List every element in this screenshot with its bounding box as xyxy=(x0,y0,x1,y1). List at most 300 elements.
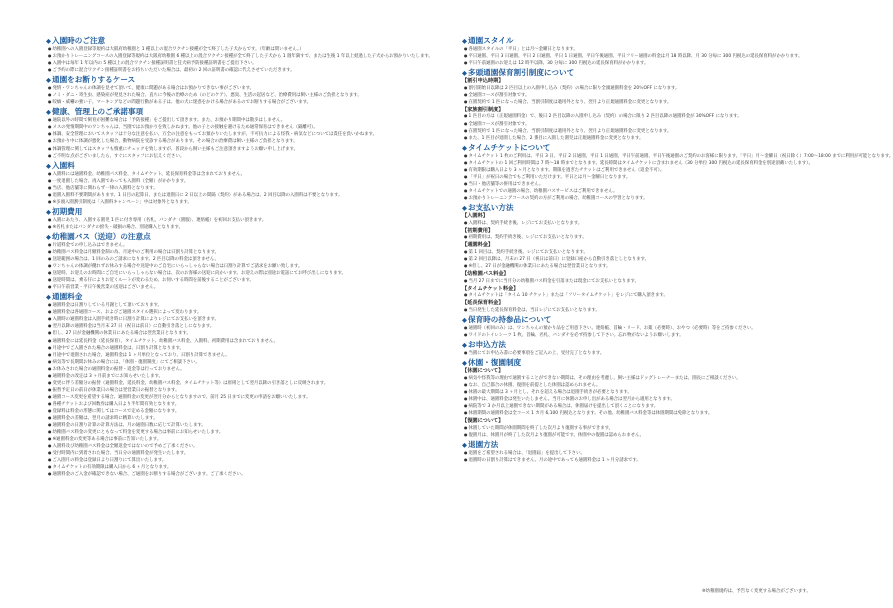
bullet-icon: ● xyxy=(464,292,468,298)
section xyxy=(462,242,840,270)
rule-text: 病気や怪我等の理由で通園することができない期間は、その理由を考慮し、飼い主様はドッグトレーナーまたは、園長にご相談ください。 xyxy=(468,375,741,381)
rule-text: 通園料金は各通園コース、およびご通園スタイル選択によって変わります。 xyxy=(52,310,202,316)
rule-item xyxy=(462,256,840,263)
section xyxy=(462,418,840,439)
section-title xyxy=(462,36,840,46)
section xyxy=(462,286,840,300)
rule-text: 「平日」が祝日の場合でもご利用いただけます。平日とは月〜金曜日となります。 xyxy=(468,174,631,180)
rule-item xyxy=(462,292,840,299)
diamond-bullet-icon: ◆ xyxy=(462,341,467,350)
section-title xyxy=(462,440,840,450)
rule-item xyxy=(46,373,424,380)
rule-item xyxy=(462,128,840,135)
rule-text: 通園コース変更を希望する場合、通園料金の変更が翌月分からとなりますので、前月 25 日までに変更の申請をお願いいたします。 xyxy=(52,394,311,400)
rule-item xyxy=(46,436,424,443)
section-title xyxy=(462,68,840,78)
section xyxy=(46,107,424,159)
section xyxy=(46,36,433,74)
bullet-icon: ● xyxy=(464,166,468,172)
section xyxy=(462,440,840,464)
rule-text: 当日発生した延長保育料金は、当日レジにてお支払いとなります。 xyxy=(468,307,600,313)
rule-text: 在園契約で 1 匹になった場合、当割引制度は適用外となり、翌月より正規通園料金に変更となります。 xyxy=(468,128,672,134)
section-title-text: 健康、管理上のご承諾事項 xyxy=(52,107,144,117)
rule-text: 当店、他店舗等に関わらず一律の入園料となります。 xyxy=(52,185,158,191)
rule-text: 入園時の通園料金は入園手続き時に日割り計算によりレジにてお支払いを頂きます。 xyxy=(52,317,219,323)
section-title-text: 通園料金 xyxy=(52,292,83,302)
section xyxy=(462,340,840,357)
rule-text: 入園にあたり、入園する園児 1 匹に付き専用（名札、バンダナ（園服）、連絡帳）を初回お支払い頂きます。 xyxy=(52,217,267,223)
section-title-text: タイムチケットについて xyxy=(468,142,551,152)
rule-text: ※名札またはバンダナの紛失・破損の場合、別途購入となります。 xyxy=(52,224,183,230)
subsection-heading: 【幼稚園バス料金】 xyxy=(462,271,509,277)
rule-item xyxy=(462,195,840,202)
rule-text: 通園料金のご入金が確認できない場合、ご通園をお断りする場合がございます。ご了承ください。 xyxy=(52,472,246,478)
bullet-icon: ● xyxy=(464,219,468,225)
rule-item xyxy=(46,330,424,337)
rule-text: 送迎時間は、乗る仔によりお近くルートが変わるため、お伺いする時間を前後することがございます。 xyxy=(52,278,254,284)
section xyxy=(462,107,840,142)
section-title-text: お支払い方法 xyxy=(468,202,514,212)
rule-item xyxy=(462,325,840,332)
rule-text: 但し、27 日が金融機関の休業日にあたる場合は翌営業日となります。 xyxy=(52,331,191,337)
bullet-icon: ● xyxy=(48,177,52,183)
section-title xyxy=(462,143,840,153)
section-title-text: 休園・復園制度 xyxy=(468,358,522,368)
subsection-heading: 【タイムチケット料金】 xyxy=(462,285,519,292)
rule-item xyxy=(462,332,840,339)
section xyxy=(462,315,840,339)
rule-text: 休園期間の通園料金は全コース 1 カ月 6,100 円税込となります。その他、幼稚園バス料金等は休園期間は免除となります。 xyxy=(468,410,713,416)
rule-item xyxy=(462,350,840,357)
section xyxy=(46,75,424,106)
rule-text: 退園時の日割り計算はできません。月の途中であっても通園料金は 1 ヶ月分請求です。 xyxy=(468,457,641,463)
bullet-icon: ● xyxy=(48,436,52,442)
bullet-icon: ● xyxy=(48,344,52,350)
rule-item xyxy=(46,422,424,429)
rule-text: 発情・ワンちゃんの体調を見せて頂いて、健康に問題がある場合はお預かりできない事がございます。 xyxy=(52,86,255,92)
rule-text: 全通園コースが割引対象です。 xyxy=(468,92,530,98)
section xyxy=(46,232,424,291)
bullet-icon: ● xyxy=(48,270,52,276)
rule-item xyxy=(462,135,840,142)
rule-text: ノミ・ダニ・寄生虫、感染症が発見された場合、直ちに今後の治療のため（のどのケア）、悪臭、生活の起居など、治療費用は飼い主様のご負担となります。 xyxy=(52,93,362,99)
rule-item xyxy=(46,92,424,99)
rule-item xyxy=(462,99,840,106)
rule-item xyxy=(46,192,424,199)
bullet-icon: ● xyxy=(48,407,52,413)
left-column xyxy=(46,36,433,479)
rule-text: 月途中でご入園された場合の通園料金は、日割り計算となります。 xyxy=(52,345,184,351)
subsection-heading: 【休園について】 xyxy=(462,368,504,375)
section-title xyxy=(46,207,424,217)
rule-text: 在園契約で 1 匹になった場合、当割引制度は適用外となり、翌月より正規通園料金に変更となります。 xyxy=(468,99,672,105)
bullet-icon: ● xyxy=(464,350,468,356)
rule-text: 一度退園した場合、再入園であっても入園料（全額）がかかります。 xyxy=(52,178,189,184)
rule-item xyxy=(46,224,424,231)
rule-item xyxy=(462,375,840,382)
rule-text: 退園をご希望される場合は、「退園届」を提出して下さい。 xyxy=(468,450,585,456)
rule-item xyxy=(46,217,424,224)
section xyxy=(462,36,840,67)
bullet-icon: ● xyxy=(48,443,52,449)
bullet-icon: ● xyxy=(464,306,468,312)
rule-item xyxy=(462,234,840,241)
bullet-icon: ● xyxy=(464,324,468,330)
bullet-icon: ● xyxy=(48,170,52,176)
rule-text: タイムチケットは「タイム 10 チケット」または「フリータイムチケット」をレジにて購入頂きます。 xyxy=(468,293,668,299)
rule-item xyxy=(462,403,840,410)
rule-text: 幼稚園バス料金の変更にともなって料金を変更する場合は事前にお知らせいたします。 xyxy=(52,430,224,436)
subsection-heading: 【通園料金】 xyxy=(462,242,494,249)
section-title-text: 入園料 xyxy=(52,160,75,170)
diamond-bullet-icon: ◆ xyxy=(462,37,467,45)
section-title xyxy=(462,203,840,213)
rule-text: 各通園スタイルの「平日」とは月〜金曜日となります。 xyxy=(468,47,578,52)
rule-item xyxy=(462,410,840,417)
rule-text: 入園中は毎年 1 年以内の 5 種以上の混合ワクチン接種証明書と狂犬病予防接種証明書をご提出下さい。 xyxy=(52,61,257,67)
rule-text: 入園料及び幼稚園バス料金は全額返金ではないので予めご了承ください。 xyxy=(52,444,198,450)
rule-text: 初期費用は、契約手続き後、レジにてお支払いとなります。 xyxy=(468,235,587,241)
section-title-text: 多頭通園保育割引制度について xyxy=(468,68,575,78)
rule-text: 当園にてお申込み書に必要事項をご記入の上、受付完了となります。 xyxy=(468,351,605,357)
rule-item xyxy=(46,323,424,330)
section-title-text: 入園時のご注意 xyxy=(52,36,106,45)
rule-text: お預かりトレーニングコースの入園登録等規約は大阪府幼稚園 6 種以上の混合ワクチン接種が全て終了した子犬から 1 週年満すで、または生後 1 年以上経過した子犬からお預かりいたします。 xyxy=(52,54,433,60)
bullet-icon: ● xyxy=(48,450,52,456)
rule-text: ※通園料金の変更等ある場合は事前に告知いたします。 xyxy=(52,437,162,443)
bullet-icon: ● xyxy=(48,457,52,463)
bullet-icon: ● xyxy=(464,255,468,261)
bullet-icon: ● xyxy=(464,262,468,268)
rule-text: お休みされた場合の通園料金の振替・返金等は行っておりません。 xyxy=(52,366,185,372)
section xyxy=(46,292,424,478)
rule-text: タイムチケットの有効期限は購入日から 6 ヶ月となります。 xyxy=(52,465,172,471)
bullet-icon: ● xyxy=(48,184,52,190)
section xyxy=(46,161,424,206)
rule-text: 通園時（初回のみ）は、ワンちゃんの預かり品をご用意下さい。連絡帳、首輪・リード、お薬（必要時）、おやつ（必要時）等をご持参ください。 xyxy=(468,325,756,331)
rule-item xyxy=(46,309,424,316)
rule-item xyxy=(46,53,433,60)
bullet-icon: ● xyxy=(464,381,468,387)
rule-item xyxy=(46,464,424,471)
diamond-bullet-icon: ◆ xyxy=(46,37,51,45)
rule-item xyxy=(46,249,424,256)
bullet-icon: ● xyxy=(48,415,52,421)
rule-text: 病気等で長期間お休みの場合には、「休園・復園制度」にてご相談下さい。 xyxy=(52,359,200,365)
rule-text: ワンちゃんの体調が優れずお休みする場合や送迎中のご自宅にいらっしゃらない場合は日割り計算でご請求をお願い致します。 xyxy=(52,264,303,270)
section-title-text: 初期費用 xyxy=(52,206,83,216)
bullet-icon: ● xyxy=(464,60,468,66)
rule-item xyxy=(46,199,424,206)
bullet-icon: ● xyxy=(48,284,52,290)
bullet-icon: ● xyxy=(48,152,52,158)
rule-item xyxy=(462,432,840,439)
section xyxy=(462,68,840,106)
rule-text: 受付時間内に到着された場合、当日分の通園料金が発生いたします。 xyxy=(52,451,189,457)
rule-text: 幼稚園への入園登録等規約は大阪府幼稚園と 1 種以上の混合ワクチン接種が全て終了した子犬からです。（年齢は問いません。） xyxy=(52,47,304,52)
rule-text: 月途中で退園された場合、通園料金は 1 ヶ月単位となっており、日割り計算できません。 xyxy=(52,352,230,358)
bullet-icon: ● xyxy=(48,85,52,91)
rule-text: 送迎時、お迎えのお時間にご自宅にいらっしゃらない場合は、次のお客様の送迎に向かいます。お迎えの際は別途お電話にてお呼び出しになります。 xyxy=(52,271,346,277)
rule-text: 平日午前営業・平日午後営業の送迎はございません。 xyxy=(52,285,159,291)
section xyxy=(462,228,840,242)
bullet-icon: ● xyxy=(48,323,52,329)
bullet-icon: ● xyxy=(464,409,468,415)
rule-text: 通院以外の時間で飼育が困難な場合は「予防接種」をご提出して頂きます。また、お預かり期間中は散歩はしません。 xyxy=(52,118,286,124)
footnote: ※幼稚園規約は、予告なく変更する場合がございます。 xyxy=(702,589,811,594)
rule-item xyxy=(46,387,424,394)
bullet-icon: ● xyxy=(464,431,468,437)
rule-text: 平日通園、平日 3 日通園、平日 2 日通園、平日 1 日通園、平日午後通園、平日フリー通園の料金は月 18 時以降、月 30 分毎に 300 円税込の延長保育料がかかります。 xyxy=(468,54,803,60)
rule-item xyxy=(462,389,840,396)
bullet-icon: ● xyxy=(48,337,52,343)
section-title xyxy=(46,161,424,171)
bullet-icon: ● xyxy=(464,277,468,283)
bullet-icon: ● xyxy=(48,198,52,204)
rule-item xyxy=(46,415,424,422)
rule-item xyxy=(46,394,424,401)
section-title xyxy=(46,36,424,46)
bullet-icon: ● xyxy=(48,400,52,406)
bullet-icon: ● xyxy=(48,117,52,123)
rule-item xyxy=(46,263,424,270)
rule-text: なお、自己都合の休園、復園を前提とした休園は認められません。 xyxy=(468,382,601,388)
bullet-icon: ● xyxy=(464,91,468,97)
rule-text: 休園していた期間が休園期間を終了した次月より復園する事ができます。 xyxy=(468,425,614,431)
rule-item xyxy=(462,307,840,314)
bullet-icon: ● xyxy=(464,113,468,119)
bullet-icon: ● xyxy=(48,302,52,308)
rule-text: 片道料金での申し込みはできません。 xyxy=(52,242,128,248)
bullet-icon: ● xyxy=(48,277,52,283)
bullet-icon: ● xyxy=(48,92,52,98)
bullet-icon: ● xyxy=(464,395,468,401)
bullet-icon: ● xyxy=(464,152,468,158)
bullet-icon: ● xyxy=(48,60,52,66)
rule-item xyxy=(462,220,840,227)
rule-item xyxy=(462,181,840,188)
bullet-icon: ● xyxy=(48,223,52,229)
rule-text: タイムチケットの 1 回ご利用時間は 7 時〜18 時までとなります。延長時間はタイムチケットに含まれません（30 分単位 300 円税込の延長保育料金を別途頂戴いたします）。 xyxy=(468,160,813,166)
rule-item xyxy=(462,121,840,128)
bullet-icon: ● xyxy=(464,449,468,455)
rule-item xyxy=(46,345,424,352)
rule-item xyxy=(462,382,840,389)
rule-item xyxy=(462,152,893,160)
rule-item xyxy=(46,380,424,387)
bullet-icon: ● xyxy=(48,241,52,247)
rule-text: 休園の最大期間は 3 ヶ月とし、それを超える場合は退園手続きが必要となります。 xyxy=(468,389,632,395)
bullet-icon: ● xyxy=(48,330,52,336)
rule-item xyxy=(46,338,424,345)
rule-item xyxy=(46,138,424,145)
section xyxy=(462,203,840,227)
rule-text: お預かりトレーニングコースの契約の方がご利用の場合、幼稚園コースの学習となります。 xyxy=(468,195,648,201)
rule-text: 復園月は、休園月が終了した次月より復園が可能です。休園中の復園は認められません。 xyxy=(468,432,645,438)
rule-text: ご入園月の料金は登録日より日割りにて算出いたします。 xyxy=(52,458,167,464)
rule-item xyxy=(46,185,424,192)
rule-text: 各種チケットおよび回数券は購入日より半年間有効となります。 xyxy=(52,401,180,407)
bullet-icon: ● xyxy=(464,53,468,59)
bullet-icon: ● xyxy=(48,138,52,144)
bullet-icon: ● xyxy=(48,309,52,315)
section xyxy=(462,142,893,202)
bullet-icon: ● xyxy=(48,372,52,378)
subsection-heading: 【入園料】 xyxy=(462,212,488,219)
bullet-icon: ● xyxy=(48,46,52,51)
rule-item xyxy=(46,352,424,359)
rule-item xyxy=(462,174,840,181)
bullet-icon: ● xyxy=(464,424,468,430)
bullet-icon: ● xyxy=(48,386,52,392)
rule-text: 翌月以降の通園料金は当月末 27 日（祝日は前日）に自動引き落としになります。 xyxy=(52,324,215,330)
rule-text: 退園入園料不要期間があります。1 日目の起算日、または退園日に 2 日以上の間隔（契約）がある場合は、2 回目以降の入園料は不要となります。 xyxy=(52,192,343,198)
rule-text: 有効期限は購入日より 3 ヶ月となります。期限を過ぎたチケットはご利用できません（返金不可）。 xyxy=(468,167,665,173)
diamond-bullet-icon: ◆ xyxy=(462,143,467,152)
rule-item xyxy=(462,425,840,432)
rule-text: 幼稚園バス料金は月額料金制の為、月途中のご利用の場合は日割り計算となります。 xyxy=(52,249,219,255)
bullet-icon: ● xyxy=(48,53,52,59)
diamond-bullet-icon: ◆ xyxy=(46,108,51,117)
rule-text: ご不明な点がございましたら、すぐにスタッフにお伝えください。 xyxy=(52,153,185,159)
rule-text: 病院等で 3 か月以上通園できない期間がある場合は、休園届けを提出して頂くことになります。 xyxy=(468,403,659,409)
rule-item xyxy=(462,60,840,67)
rule-text: 通園料金には延長料金（延長保育）、タイムチケット、幼稚園バス料金、入園料、初期費用は含まれておりません。 xyxy=(52,338,278,344)
rule-item xyxy=(462,249,840,256)
bullet-icon: ● xyxy=(464,402,468,408)
diamond-bullet-icon: ◆ xyxy=(46,207,51,216)
bullet-icon: ● xyxy=(48,464,52,470)
rule-item xyxy=(46,178,424,185)
rule-item xyxy=(46,117,424,124)
rule-item xyxy=(462,167,840,174)
rule-text: 全通園コースが割引対象です。 xyxy=(468,121,530,127)
bullet-icon: ● xyxy=(48,256,52,262)
rule-item xyxy=(46,99,424,106)
rule-item xyxy=(46,131,424,138)
section-title-text: 保育時の持参品について xyxy=(468,314,552,324)
rule-text: 第 1 回目は、契約手続き後、レジにてお支払いとなります。 xyxy=(468,249,588,255)
rule-item xyxy=(46,471,424,478)
rule-item xyxy=(46,85,424,92)
section-title xyxy=(462,315,840,325)
bullet-icon: ● xyxy=(48,67,52,73)
rule-item xyxy=(46,401,424,408)
bullet-icon: ● xyxy=(48,379,52,385)
rule-item xyxy=(46,302,424,309)
bullet-icon: ● xyxy=(48,316,52,322)
rule-item xyxy=(46,153,424,160)
section-title xyxy=(46,232,424,242)
rule-text: メスの発情期間中のワンちゃんは、当園ではお預かりを致しかねます。他の子との接触を避けるため通常保育はできません（隔離可）。 xyxy=(52,125,318,131)
rule-item xyxy=(46,46,424,53)
rule-item xyxy=(462,53,840,60)
rule-item xyxy=(46,284,424,291)
bullet-icon: ● xyxy=(464,84,468,90)
bullet-icon: ● xyxy=(464,134,468,140)
rule-item xyxy=(462,450,840,457)
rule-text: お預かり中に体調が悪化した場合、動物病院を受診する場合があります。その場合の治療費は飼い主様のご負担となります。 xyxy=(52,139,298,145)
rule-text: また、1 匹目が退園した場合、2 番目に入園した園児は正規通園料金に変更となります。 xyxy=(468,135,644,141)
bullet-icon: ● xyxy=(464,120,468,126)
rule-item xyxy=(462,263,840,270)
rule-text: 当月 27 日までに当月分の幼稚園バス料金を引落または現金にてお支払いとなります。 xyxy=(468,278,639,284)
diamond-bullet-icon: ◆ xyxy=(462,359,467,368)
subsection-heading: 【延長保育料金】 xyxy=(462,300,504,307)
rule-text: 割引開始日以降は 2 匹目以上の入園申し込み（契約）の場合に限り全頭通園料金を 20％OFF になります。 xyxy=(468,85,680,91)
section-title-text: 通園スタイル xyxy=(468,36,514,45)
subsection-heading: 【家族割引制度】 xyxy=(462,106,504,113)
rule-text: ※多頭入園割引制度は「入園料キャンペーン」中は対象外となります。 xyxy=(52,199,192,205)
rule-text: 休園中は、通園料金は発生いたしません。当月に休園のお申し出がある場合は翌月から適用となります。 xyxy=(468,396,675,402)
rule-text: 当日・他店舗等の併用はできません。 xyxy=(468,181,544,187)
diamond-bullet-icon: ◆ xyxy=(462,69,467,78)
bullet-icon: ● xyxy=(48,99,52,105)
rule-item xyxy=(462,92,840,99)
rule-item xyxy=(46,366,424,373)
bullet-icon: ● xyxy=(464,98,468,104)
rule-text: 通園料金の改定は 3 ヶ月前までにお知らせいたします。 xyxy=(52,373,163,379)
diamond-bullet-icon: ◆ xyxy=(46,293,51,302)
rule-item xyxy=(46,277,424,284)
rule-item xyxy=(46,457,424,464)
bullet-icon: ● xyxy=(48,248,52,254)
rule-item xyxy=(462,188,840,195)
bullet-icon: ● xyxy=(464,234,468,240)
diamond-bullet-icon: ◆ xyxy=(46,232,51,241)
bullet-icon: ● xyxy=(464,159,468,165)
diamond-bullet-icon: ◆ xyxy=(462,315,467,324)
bullet-icon: ● xyxy=(464,388,468,394)
section xyxy=(462,271,840,285)
rule-item xyxy=(46,256,424,263)
bullet-icon: ● xyxy=(48,263,52,269)
diamond-bullet-icon: ◆ xyxy=(462,440,467,449)
section-title xyxy=(46,292,424,302)
bullet-icon: ● xyxy=(48,393,52,399)
bullet-icon: ● xyxy=(464,46,468,51)
rule-item xyxy=(462,278,840,285)
rule-text: 第 2 回目以降は、月末の 27 日（祝日は前日）に登録口座から自動引き落としとなります。 xyxy=(468,256,649,262)
section-title xyxy=(46,107,424,117)
bullet-icon: ● xyxy=(464,194,468,200)
diamond-bullet-icon: ◆ xyxy=(46,76,51,85)
subsection-heading: 【割引申込時期】 xyxy=(462,78,504,85)
rule-item xyxy=(46,67,424,74)
rule-text: 入園料には通園料金、幼稚園パス料金、タイムチケット、延長保育料金等は含まれておりません。 xyxy=(52,171,245,177)
rule-item xyxy=(46,242,424,249)
section xyxy=(46,207,424,231)
subsection-heading: 【復園について】 xyxy=(462,417,504,424)
rule-item xyxy=(462,396,840,403)
section-title xyxy=(46,75,424,85)
rule-text: 変更に伴う差額分の振替（通園料金、延長料金、幼稚園バス料金、タイムチケット等）は原則として翌月以降の引き落としに反映されます。 xyxy=(52,380,329,386)
bullet-icon: ● xyxy=(48,365,52,371)
rule-text: 1 匹目の方は（正規通園料金）で、後日 2 匹目以降の入園申し込み（契約）の場合に限り 2 匹目以降の通園料金が 30%OFF になります。 xyxy=(468,114,742,120)
bullet-icon: ● xyxy=(464,187,468,193)
rule-text: ※但し、27 日が金融機関の休業日にあたる場合は翌営業日となります。 xyxy=(468,263,611,269)
rule-text: 体調、安全管理においてスタッフは十分な注意を払い、万全の注意をもってお預かりいたしますが、不可抗力による怪我・病気などについては責任を負いかねます。 xyxy=(52,132,377,138)
rule-text: 通園料金の日割り計算の計算方法は、月の通園日数に応じて計算いたします。 xyxy=(52,423,206,429)
rule-item xyxy=(46,60,424,67)
rule-item xyxy=(462,457,840,464)
section-title-text: お申込方法 xyxy=(468,340,506,350)
rule-text: ご予約の際に混合ワクチン接種証明書をお持ちいただいた場合は、最初の 2 回の証明書の確認に代えさせていただきます。 xyxy=(52,68,295,74)
rule-text: 咬癖・威嚇の強い子、マーキングなどの問題行動がある子は、他の犬に迷惑をかける場合があるのでお断りする場合がございます。 xyxy=(52,100,312,106)
rule-text: タイムチケットでの通園の場合、幼稚園バスサービスはご利用できません。 xyxy=(468,188,618,194)
rule-item xyxy=(46,316,424,323)
rule-item xyxy=(462,46,840,53)
